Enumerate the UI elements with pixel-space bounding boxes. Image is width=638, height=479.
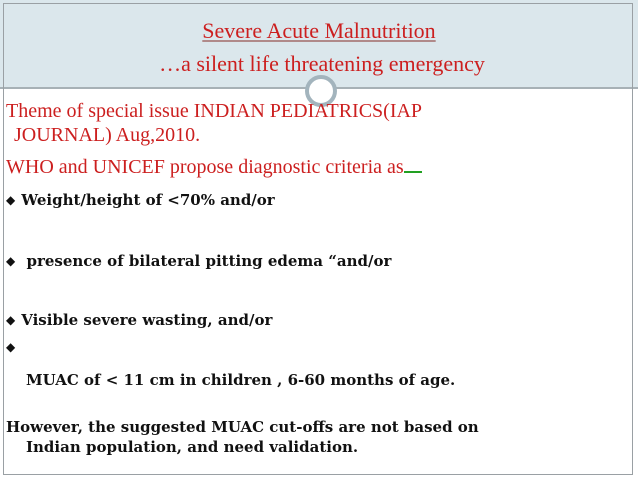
who-paragraph — [6, 153, 634, 179]
bullet-diamond-icon: ◆ — [6, 193, 16, 207]
bullet-item — [6, 251, 391, 271]
slide-subtitle: …a silent life threatening emergency — [159, 51, 485, 76]
muac-line: MUAC of < 11 cm in children , 6-60 months of age. — [26, 371, 456, 389]
bullet-text: Visible severe wasting, and/or — [21, 311, 273, 329]
bullet-item — [6, 190, 275, 210]
however-line-2: Indian population, and need validation. — [26, 438, 359, 456]
bullet-diamond-icon: ◆ — [6, 313, 16, 327]
slide-title-text: Severe Acute Malnutrition — [202, 18, 436, 43]
bullet-text: presence of bilateral pitting edema “and/or — [21, 252, 392, 270]
who-line: WHO and UNICEF propose diagnostic criteria as — [6, 156, 404, 178]
theme-paragraph — [6, 99, 634, 147]
however-line-1: However, the suggested MUAC cut-offs are not based on — [6, 418, 479, 436]
slide-title — [0, 18, 638, 44]
who-underline-mark — [404, 153, 422, 173]
bullet-text: Weight/height of <70% and/or — [21, 191, 275, 209]
bullet-diamond-icon: ◆ — [6, 254, 16, 268]
bullet-diamond-icon: ◆ — [6, 340, 16, 354]
theme-line-2: JOURNAL) Aug,2010. — [14, 124, 201, 146]
theme-line-1: Theme of special issue INDIAN PEDIATRICS(IAP — [6, 100, 423, 122]
bullet-item — [6, 337, 21, 357]
bullet-item — [6, 310, 272, 330]
